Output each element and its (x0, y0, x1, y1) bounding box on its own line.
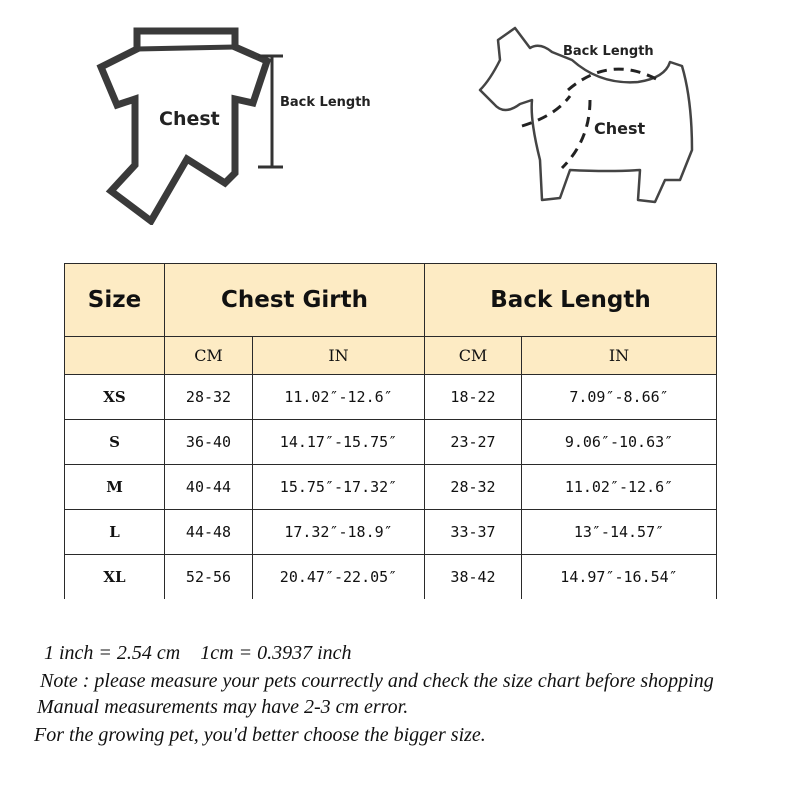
unit-empty (65, 337, 165, 375)
table-row (65, 420, 717, 465)
back-in-cell: 9.06″-10.63″ (522, 420, 717, 465)
garment-chest-label: Chest (159, 108, 220, 130)
size-header: Size (65, 264, 165, 337)
back-in-cell: 14.97″-16.54″ (522, 555, 717, 600)
chest-cm-cell: 40-44 (165, 465, 253, 510)
garment-back-length-label: Back Length (280, 95, 371, 110)
back-cm-cell: 33-37 (425, 510, 522, 555)
back-cm-cell: 38-42 (425, 555, 522, 600)
size-cell: M (65, 465, 165, 510)
chest-in-cell: 20.47″-22.05″ (253, 555, 425, 600)
back-cm-cell: 28-32 (425, 465, 522, 510)
unit-back-cm: CM (425, 337, 522, 375)
measure-note: Note : please measure your pets courrectly and check the size chart before shopping (40, 670, 714, 692)
table-row (65, 510, 717, 555)
dog-chest-label: Chest (594, 119, 646, 138)
chest-cm-cell: 28-32 (165, 375, 253, 420)
back-length-header: Back Length (425, 264, 717, 337)
size-chart-table (64, 263, 717, 599)
growing-pet-note: For the growing pet, you'd better choose the bigger size. (34, 724, 486, 746)
unit-chest-in: IN (253, 337, 425, 375)
table-row (65, 375, 717, 420)
back-in-cell: 7.09″-8.66″ (522, 375, 717, 420)
chest-cm-cell: 44-48 (165, 510, 253, 555)
chest-girth-header: Chest Girth (165, 264, 425, 337)
chest-in-cell: 11.02″-12.6″ (253, 375, 425, 420)
unit-back-in: IN (522, 337, 717, 375)
size-cell: S (65, 420, 165, 465)
size-cell: L (65, 510, 165, 555)
table-row (65, 465, 717, 510)
chest-cm-cell: 36-40 (165, 420, 253, 465)
chest-in-cell: 15.75″-17.32″ (253, 465, 425, 510)
dog-back-length-label: Back Length (563, 44, 654, 59)
table-row (65, 555, 717, 600)
chest-cm-cell: 52-56 (165, 555, 253, 600)
back-in-cell: 13″-14.57″ (522, 510, 717, 555)
back-cm-cell: 18-22 (425, 375, 522, 420)
error-note: Manual measurements may have 2-3 cm error. (37, 696, 409, 718)
size-cell: XL (65, 555, 165, 600)
back-in-cell: 11.02″-12.6″ (522, 465, 717, 510)
unit-chest-cm: CM (165, 337, 253, 375)
back-cm-cell: 23-27 (425, 420, 522, 465)
unit-row (65, 337, 717, 375)
chest-in-cell: 17.32″-18.9″ (253, 510, 425, 555)
size-cell: XS (65, 375, 165, 420)
table-header-row (65, 264, 717, 337)
chest-in-cell: 14.17″-15.75″ (253, 420, 425, 465)
conversion-note: 1 inch = 2.54 cm 1cm = 0.3937 inch (44, 642, 352, 664)
